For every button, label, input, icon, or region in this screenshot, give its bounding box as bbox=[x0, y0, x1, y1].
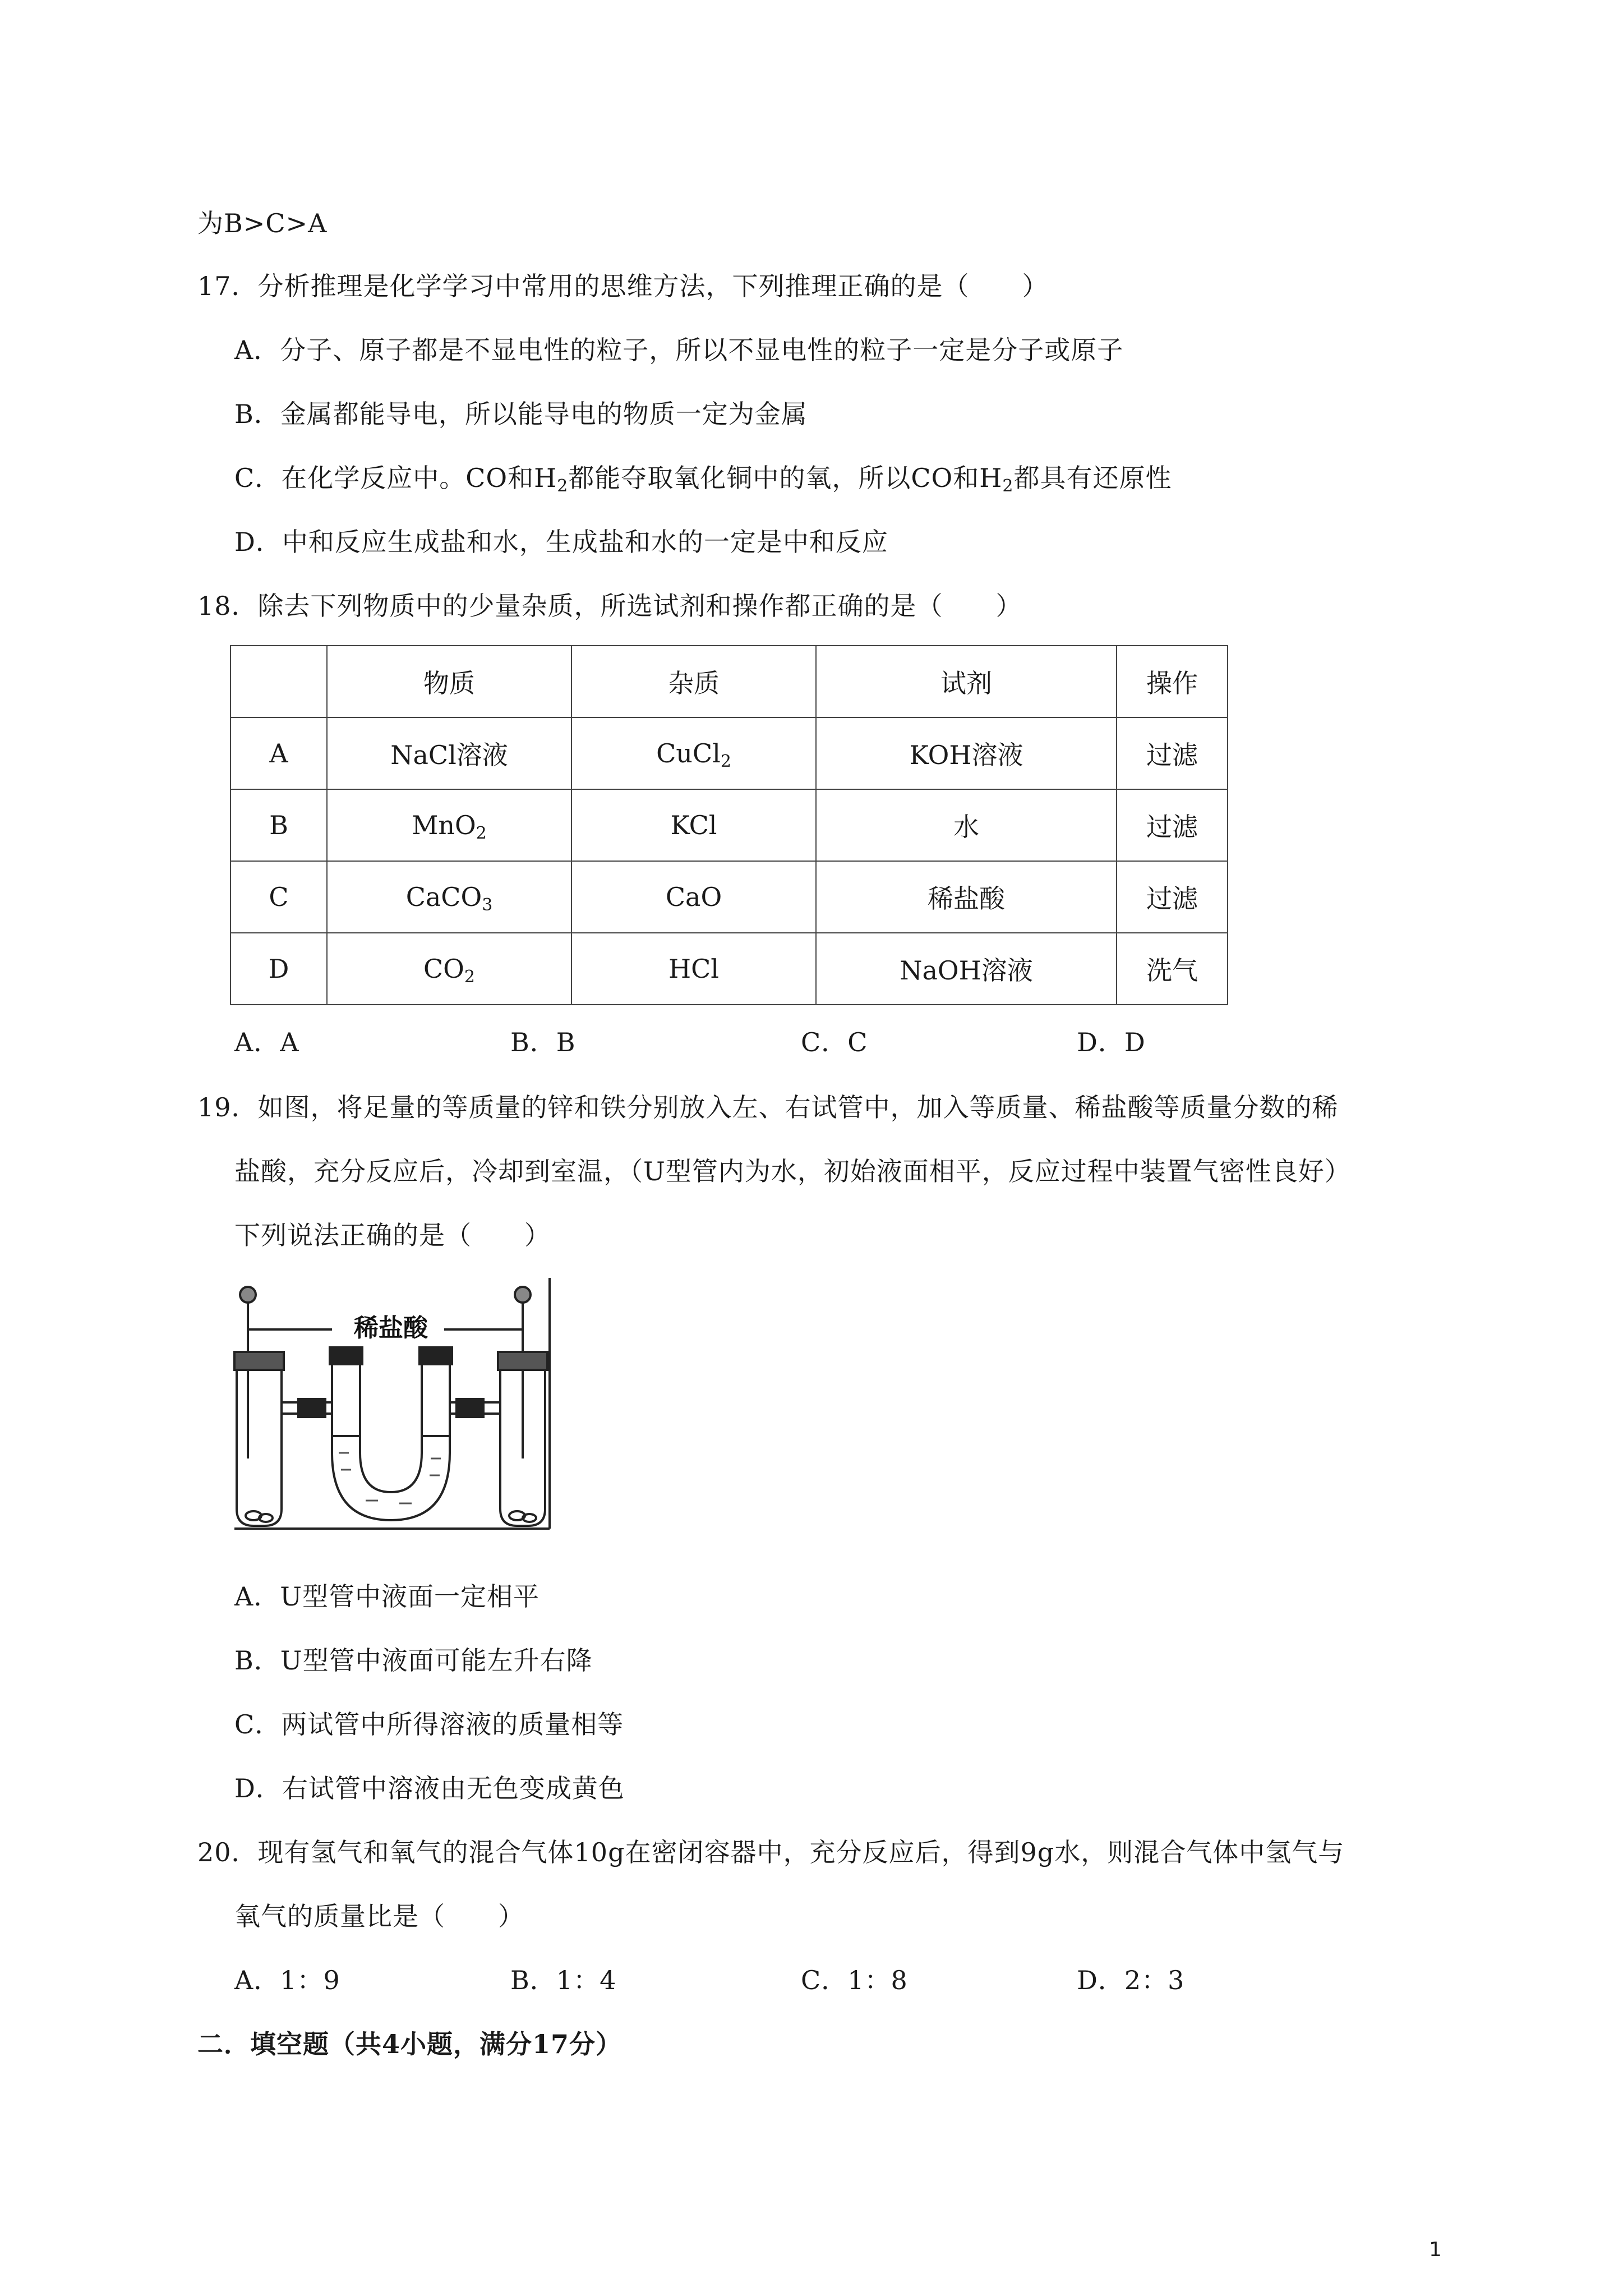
substance-cell: MnO$_2$ bbox=[327, 789, 571, 861]
q17-stem: 17．分析推理是化学学习中常用的思维方法，下列推理正确的是（ ） bbox=[197, 271, 1049, 301]
table-header-cell: 试剂 bbox=[816, 646, 1117, 717]
operation-cell: 洗气 bbox=[1117, 933, 1228, 1005]
row-label: C bbox=[230, 861, 327, 933]
table-row bbox=[230, 717, 1228, 789]
q17-option-b: B．金属都能导电，所以能导电的物质一定为金属 bbox=[234, 399, 808, 429]
q18-option-d: D．D bbox=[1077, 1027, 1146, 1057]
table-row bbox=[230, 789, 1228, 861]
q19-option-c: C．两试管中所得溶液的质量相等 bbox=[234, 1709, 624, 1740]
u-tube-apparatus-figure bbox=[231, 1273, 551, 1531]
substance-cell: NaCl溶液 bbox=[327, 717, 571, 789]
table-header-cell: 操作 bbox=[1117, 646, 1228, 717]
table-row bbox=[230, 933, 1228, 1005]
q18-stem: 18．除去下列物质中的少量杂质，所选试剂和操作都正确的是（ ） bbox=[197, 591, 1022, 621]
q17-option-d: D．中和反应生成盐和水，生成盐和水的一定是中和反应 bbox=[234, 527, 888, 557]
q17-option-a: A．分子、原子都是不显电性的粒子，所以不显电性的粒子一定是分子或原子 bbox=[234, 335, 1124, 365]
figure-label-dilute-hcl: 稀盐酸 bbox=[354, 1314, 428, 1342]
q20-option-c: C．1：8 bbox=[801, 1965, 908, 1995]
row-label: A bbox=[230, 717, 327, 789]
operation-cell: 过滤 bbox=[1117, 717, 1228, 789]
row-label: D bbox=[230, 933, 327, 1005]
reagent-table bbox=[230, 645, 1228, 1005]
q19-stem-line-2: 盐酸，充分反应后，冷却到室温，（U型管内为水，初始液面相平，反应过程中装置气密性良好） bbox=[234, 1156, 1351, 1186]
q18-option-c: C．C bbox=[801, 1027, 868, 1057]
q18-option-b: B．B bbox=[510, 1027, 576, 1057]
q20-option-d: D．2：3 bbox=[1077, 1965, 1185, 1995]
impurity-cell: KCl bbox=[571, 789, 816, 861]
q19-stem-line-3: 下列说法正确的是（ ） bbox=[234, 1220, 551, 1250]
reagent-cell: NaOH溶液 bbox=[816, 933, 1117, 1005]
q20-option-a: A．1：9 bbox=[234, 1965, 340, 1995]
substance-cell: $CO_2$ bbox=[327, 933, 571, 1005]
section-heading: 二．填空题（共4小题，满分17分） bbox=[197, 2029, 623, 2059]
operation-cell: 过滤 bbox=[1117, 861, 1228, 933]
reagent-cell: 水 bbox=[816, 789, 1117, 861]
operation-cell: 过滤 bbox=[1117, 789, 1228, 861]
previous-answer-tail: 为B>C>A bbox=[197, 208, 328, 238]
reagent-cell: 稀盐酸 bbox=[816, 861, 1117, 933]
impurity-cell: HCl bbox=[571, 933, 816, 1005]
q19-stem-line-1: 19．如图，将足量的等质量的锌和铁分别放入左、右试管中，加入等质量、稀盐酸等质量分数的稀 bbox=[197, 1092, 1339, 1122]
q20-options bbox=[0, 1963, 1623, 1997]
q20-stem-line-1: 20．现有氢气和氧气的混合气体10g在密闭容器中，充分反应后，得到9g水，则混合气体中氢气与 bbox=[197, 1837, 1345, 1867]
reagent-cell: KOH溶液 bbox=[816, 717, 1117, 789]
substance-cell: CaCO$_3$ bbox=[327, 861, 571, 933]
q20-option-b: B．1：4 bbox=[510, 1965, 617, 1995]
q18-options bbox=[0, 1025, 1623, 1059]
table-header-cell bbox=[230, 646, 327, 717]
table-row bbox=[230, 861, 1228, 933]
q20-stem-line-2: 氧气的质量比是（ ） bbox=[234, 1901, 524, 1931]
q19-option-b: B．U型管中液面可能左升右降 bbox=[234, 1645, 593, 1676]
q17-option-c: C．在化学反应中。CO和$H_2$都能夺取氧化铜中的氧，所以CO和$H_2$都具有还原性 bbox=[234, 463, 1172, 496]
impurity-cell: CaO bbox=[571, 861, 816, 933]
row-label: B bbox=[230, 789, 327, 861]
table-header-row bbox=[230, 646, 1228, 717]
table-header-cell: 物质 bbox=[327, 646, 571, 717]
impurity-cell: CuCl$_2$ bbox=[571, 717, 816, 789]
table-header-cell: 杂质 bbox=[571, 646, 816, 717]
q19-option-a: A．U型管中液面一定相平 bbox=[234, 1581, 540, 1612]
q18-option-a: A．A bbox=[234, 1027, 299, 1057]
q19-option-d: D．右试管中溶液由无色变成黄色 bbox=[234, 1773, 625, 1803]
page-number: 1 bbox=[1429, 2238, 1442, 2261]
